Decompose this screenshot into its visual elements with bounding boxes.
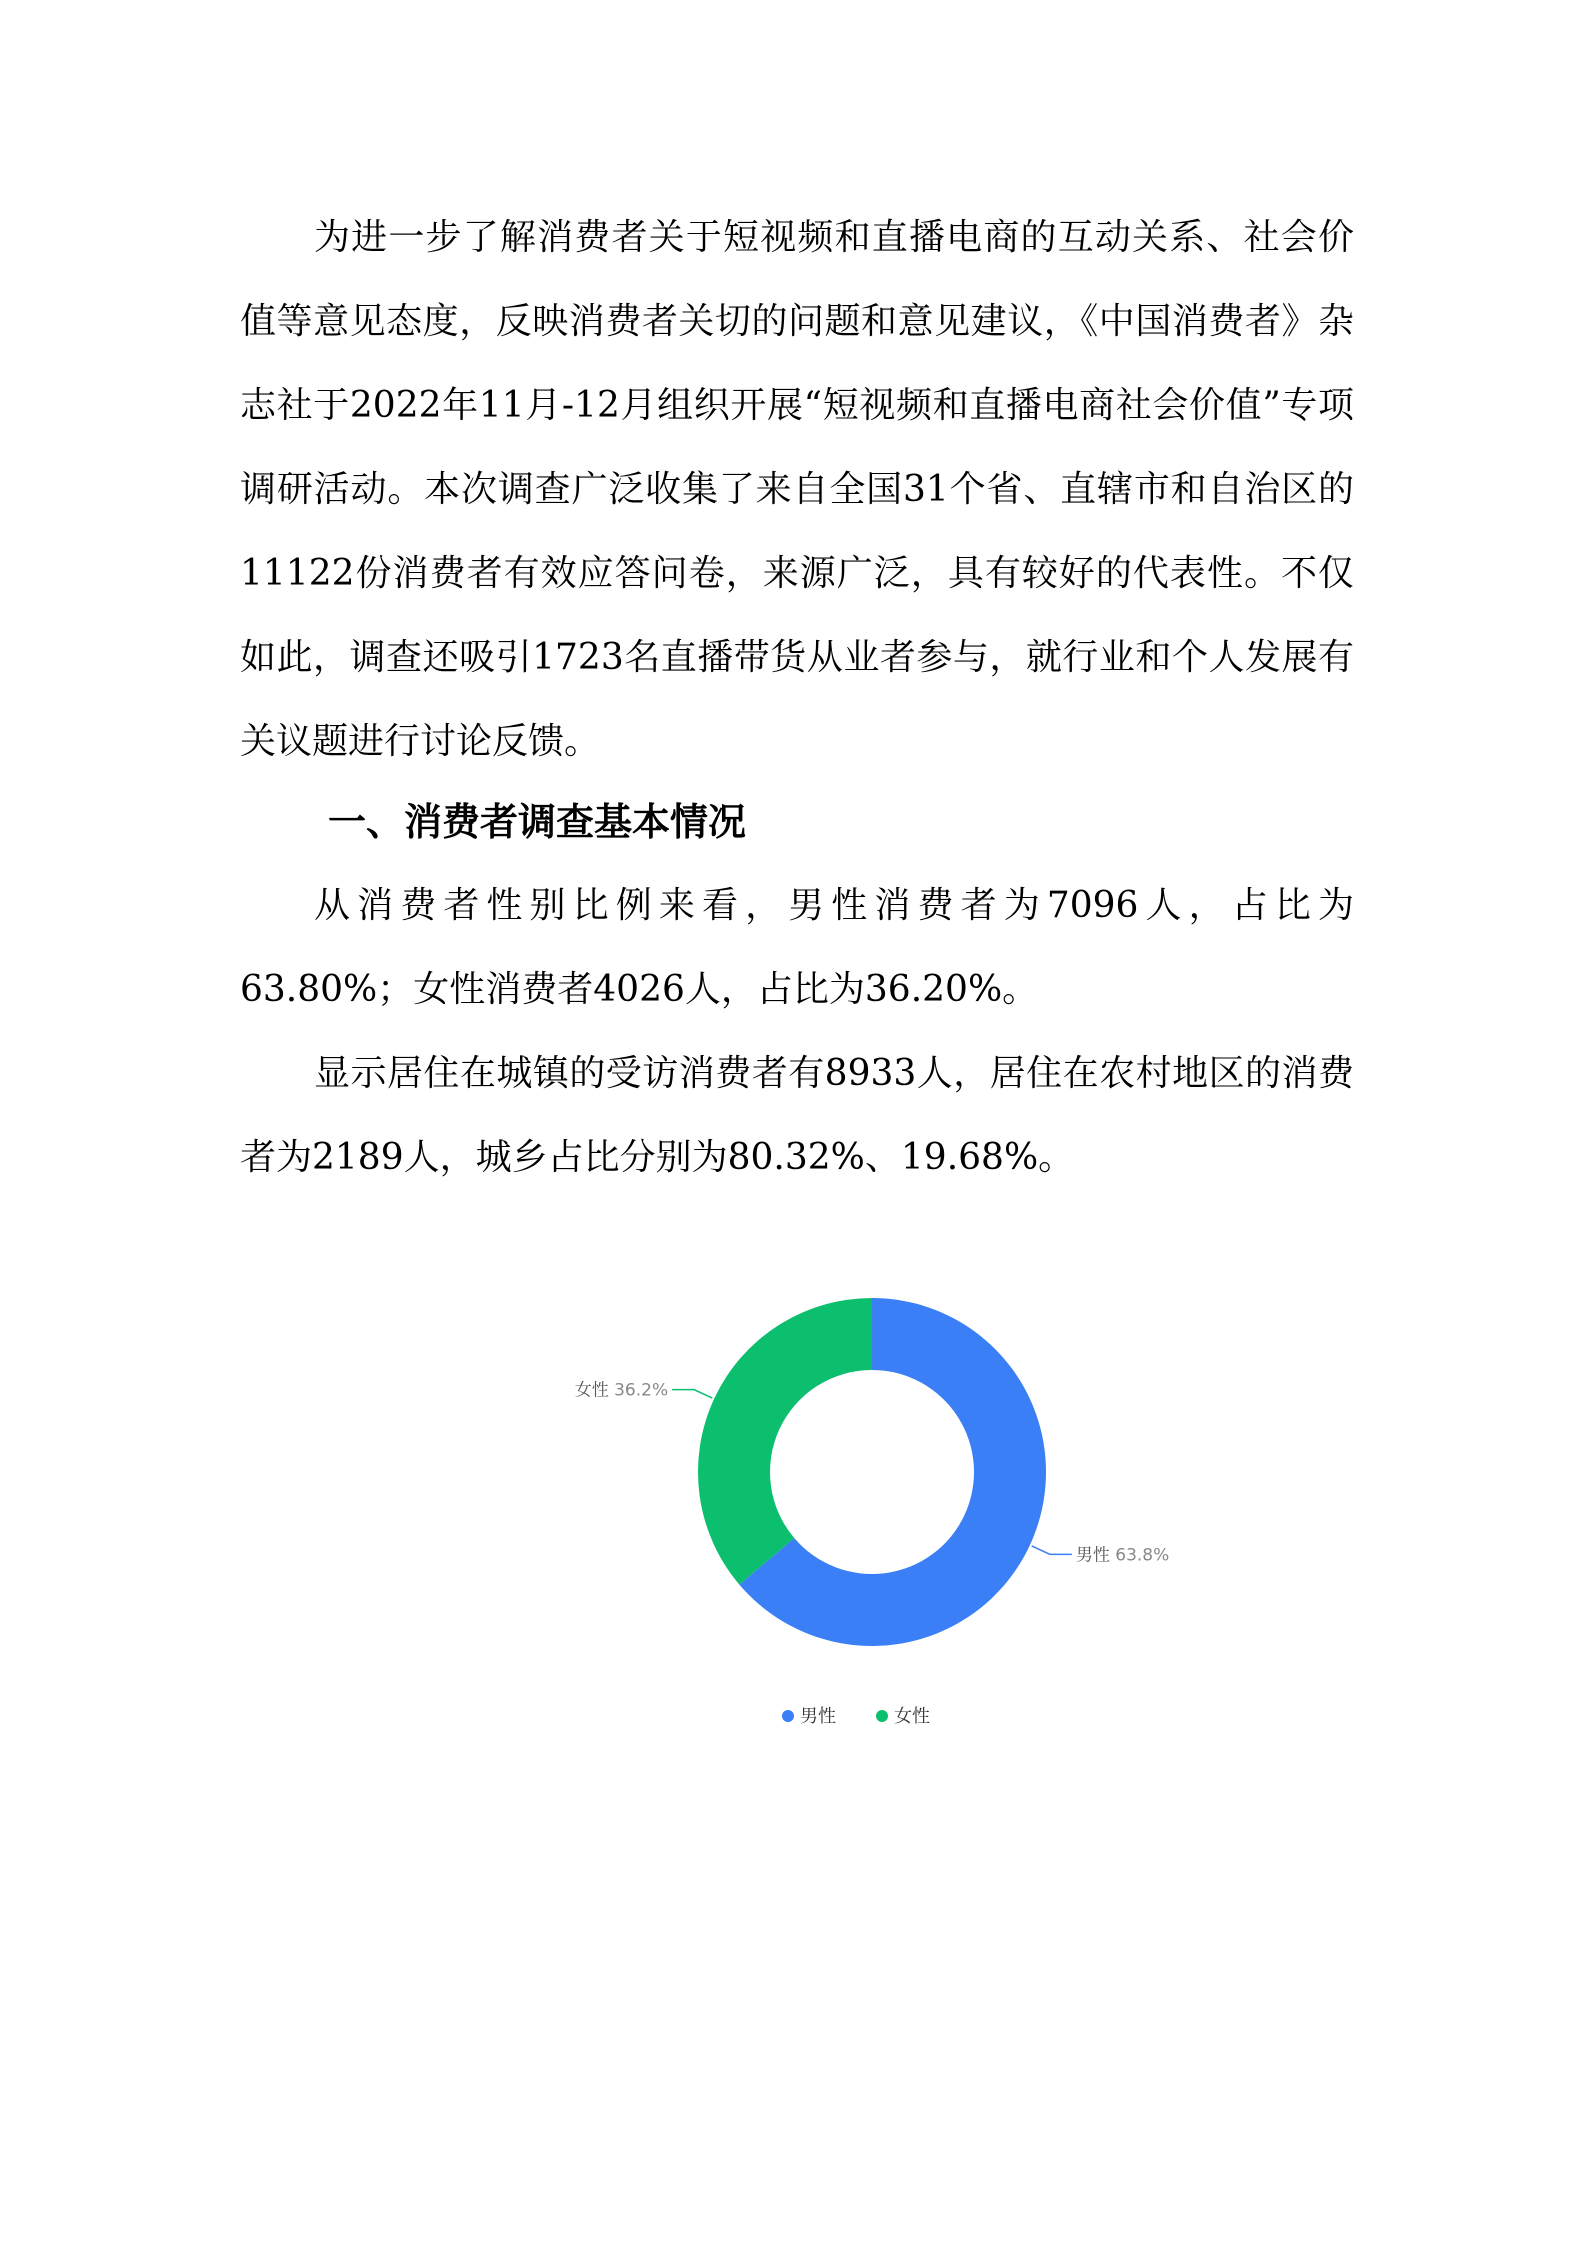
gender-paragraph: 从消费者性别比例来看，男性消费者为7096人，占比为63.80%；女性消费者4026人，占比为36.20%。 (240, 885, 1354, 1010)
leader-line-1 (672, 1390, 712, 1398)
residence-paragraph: 显示居住在城镇的受访消费者有8933人，居住在农村地区的消费者为2189人，城乡占比分别为80.32%、19.68%。 (240, 1053, 1354, 1178)
legend-marker-0 (782, 1710, 794, 1722)
legend-marker-1 (876, 1710, 888, 1722)
slice-label-1: 女性 36.2% (574, 1380, 669, 1401)
intro-paragraph: 为进一步了解消费者关于短视频和直播电商的互动关系、社会价值等意见态度，反映消费者关切的问题和意见建议，《中国消费者》杂志社于2022年11月-12月组织开展“短视频和直播电商社会价值”专项调研活动。本次调查广泛收集了来自全国31个省、直辖市和自治区的11122份消费者有效应答问卷，来源广泛，具有较好的代表性。不仅如此，调查还吸引1723名直播带货从业者参与，就行业和个人发展有关议题进行讨论反馈。 (240, 217, 1354, 762)
leader-line-0 (1032, 1546, 1072, 1554)
legend-label-0: 男性 (800, 1706, 836, 1727)
gender-donut-chart (540, 1270, 1220, 1750)
section-heading: 一、消费者调查基本情况 (328, 800, 747, 844)
legend-label-1: 女性 (894, 1706, 930, 1727)
slice-1 (698, 1298, 872, 1585)
slice-label-0: 男性 63.8% (1075, 1545, 1170, 1566)
